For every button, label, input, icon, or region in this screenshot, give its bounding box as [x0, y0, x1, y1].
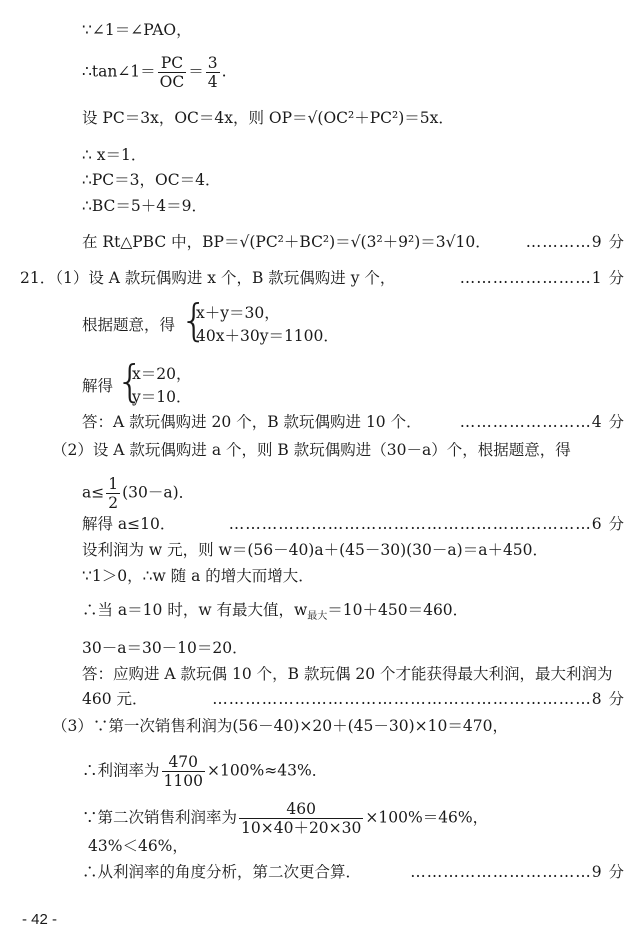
text-fragment: ∴tan∠1＝ — [82, 62, 156, 81]
text-fragment: a≤ — [82, 483, 105, 502]
text-fragment: ×100%≈43%． — [206, 761, 328, 780]
text-line: 根据题意，得 — [82, 316, 176, 334]
text-fragment: ∴利润率为 — [82, 761, 160, 780]
text-line: 在 Rt△PBC 中，BP＝√(PC²＋BC²)＝√(3²＋9²)＝3√10． — [82, 233, 491, 251]
fraction: $\frac{PC}{OC}$ — [159, 54, 185, 91]
text-line: 设利润为 w 元，则 w＝(56－40)a＋(45－30)(30－a)＝a＋450． — [82, 541, 549, 559]
text-line: 答：应购进 A 款玩偶 10 个，B 款玩偶 20 个才能获得最大利润，最大利润为 — [82, 665, 613, 683]
text-line: ∴从利润率的角度分析，第二次更合算． — [82, 863, 362, 881]
text-line: 460 元． — [82, 690, 148, 708]
text-line: 答：A 款玩偶购进 20 个，B 款玩偶购进 10 个． — [82, 413, 422, 431]
text-fragment: ＝ — [188, 62, 204, 81]
text-fragment: (30－a)． — [122, 483, 195, 502]
text-line: 设 PC＝3x，OC＝4x，则 OP＝√(OC²＋PC²)＝5x． — [82, 109, 454, 127]
equation: x＝20， — [132, 365, 192, 383]
text-fragment: ＝10＋450＝460． — [327, 601, 469, 619]
text-line: 解得 a≤10． — [82, 515, 176, 533]
subscript: 最大 — [307, 611, 328, 623]
score: 8 分 — [591, 690, 625, 708]
score-leader: …………9 分 — [525, 233, 625, 251]
text-line: ∴ x＝1． — [82, 146, 147, 164]
question-21-part-1: 21．（1）设 A 款玩偶购进 x 个，B 款玩偶购进 y 个， — [20, 269, 396, 287]
text-line: ∴PC＝3，OC＝4． — [82, 171, 221, 189]
fraction: $\frac{460}{10\times 40+20\times 30}$ — [241, 800, 362, 837]
score-leader: ……………………………………………………………8 分 — [212, 690, 625, 708]
score: 1 分 — [591, 269, 625, 287]
equation: 40x＋30y＝1100． — [196, 327, 339, 345]
brace-icon: { — [116, 356, 144, 407]
text-line — [82, 800, 488, 837]
score-leader: ……………………4 分 — [459, 413, 625, 431]
fraction: $\frac{1}{2}$ — [108, 475, 119, 512]
text-line — [82, 753, 327, 790]
fraction: $\frac{470}{1100}$ — [163, 753, 203, 790]
score-leader: ……………………………9 分 — [410, 863, 625, 881]
text-fragment: ∵第二次销售利润率为 — [82, 808, 238, 827]
fraction: $\frac{3}{4}$ — [207, 54, 218, 91]
text-line: ∵∠1＝∠PAO， — [82, 21, 192, 39]
score: 9 分 — [591, 863, 625, 881]
text-line: 43%＜46%， — [88, 837, 188, 855]
score-leader: ……………………1 分 — [459, 269, 625, 287]
page-number: - 42 - — [22, 911, 58, 928]
text-line — [82, 600, 468, 627]
text-line: 解得 — [82, 377, 114, 395]
equation-system — [180, 295, 340, 349]
text-fragment: . — [221, 62, 227, 81]
question-21-part-2: （2）设 A 款玩偶购进 a 个，则 B 款玩偶购进（30－a）个，根据题意，得 — [52, 441, 571, 459]
question-21-part-3: （3）∵第一次销售利润为(56－40)×20＋(45－30)×10＝470， — [52, 717, 508, 735]
text-line — [82, 475, 194, 512]
text-fragment: ∴当 a＝10 时，w 有最大值，w — [82, 601, 308, 619]
score-leader: …………………………………………………………6 分 — [228, 515, 625, 533]
score: 6 分 — [591, 515, 625, 533]
text-line: 30－a＝30－10＝20． — [82, 639, 248, 657]
text-line — [82, 54, 227, 91]
text-line: ∵1＞0，∴w 随 a 的增大而增大． — [82, 567, 314, 585]
text-line: ∴BC＝5＋4＝9． — [82, 197, 207, 215]
score: 9 分 — [591, 233, 625, 251]
text-fragment: ×100%＝46%， — [365, 808, 489, 827]
equation: y＝10． — [132, 388, 192, 406]
brace-icon: { — [180, 295, 208, 346]
equation: x＋y＝30， — [196, 304, 280, 322]
score: 4 分 — [591, 413, 625, 431]
solution-system — [116, 356, 216, 410]
